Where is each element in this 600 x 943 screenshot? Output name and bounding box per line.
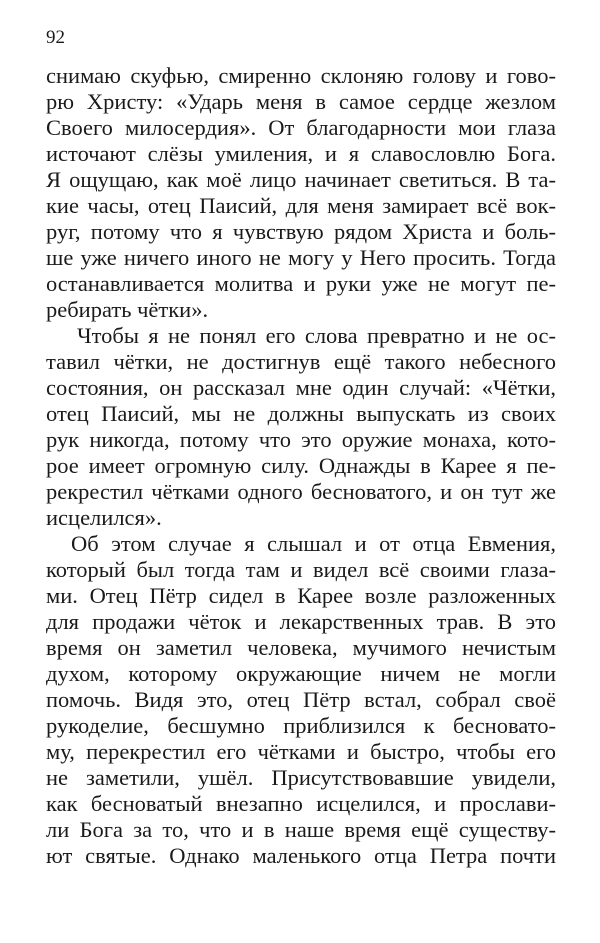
text-line: руг, потому что я чувствую рядом Христа и боль- <box>46 219 556 244</box>
text-line: рукоделие, бесшумно приблизился к бесновато- <box>46 713 556 738</box>
text-line: ли Бога за то, что и в наше время ещё существу- <box>46 817 556 842</box>
text-line: кие часы, отец Паисий, для меня замирает всё вок- <box>46 193 556 218</box>
text-line: источают слёзы умиления, и я славословлю Бога. <box>46 141 556 166</box>
text-line: тавил чётки, не достигнув ещё такого небесного <box>46 349 556 374</box>
text-line: время он заметил человека, мучимого нечистым <box>46 635 556 660</box>
text-line: как бесноватый внезапно исцелился, и прослави- <box>46 791 556 816</box>
text-line: который был тогда там и видел всё своими глаза- <box>46 557 556 582</box>
text-line: Я ощущаю, как моё лицо начинает светиться. В та- <box>46 167 556 192</box>
text-line: рекрестил чётками одного бесноватого, и он тут же <box>46 479 556 504</box>
page-number: 92 <box>46 27 65 48</box>
text-line: Об этом случае я слышал и от отца Евмения, <box>71 531 556 556</box>
text-line: ми. Отец Пётр сидел в Карее возле разложенных <box>46 583 556 608</box>
text-line: для продажи чёток и лекарственных трав. В это <box>46 609 556 634</box>
text-line: снимаю скуфью, смиренно склоняю голову и гово- <box>46 63 556 88</box>
text-line: состояния, он рассказал мне один случай: «Чётки, <box>46 375 556 400</box>
text-line: рук никогда, потому что это оружие монаха, кото- <box>46 427 556 452</box>
text-line: исцелился». <box>46 505 162 530</box>
text-line: ют святые. Однако маленького отца Петра почти <box>46 843 556 868</box>
text-line: му, перекрестил его чётками и быстро, чтобы его <box>46 739 556 764</box>
body-text <box>46 63 556 869</box>
text-line: помочь. Видя это, отец Пётр встал, собрал своё <box>46 687 556 712</box>
text-line: останавливается молитва и руки уже не могут пе- <box>46 271 556 296</box>
text-line: отец Паисий, мы не должны выпускать из своих <box>46 401 556 426</box>
text-line: Чтобы я не понял его слова превратно и не ос- <box>77 323 556 348</box>
text-line: духом, которому окружающие ничем не могли <box>46 661 556 686</box>
text-line: Своего милосердия». От благодарности мои глаза <box>46 115 556 140</box>
text-line: ребирать чётки». <box>46 297 209 322</box>
text-line: ше уже ничего иного не могу у Него просить. Тогда <box>46 245 556 270</box>
text-line: рое имеет огромную силу. Однажды в Карее я пе- <box>46 453 556 478</box>
text-line: рю Христу: «Ударь меня в самое сердце жезлом <box>46 89 556 114</box>
text-line: не заметили, ушёл. Присутствовавшие увидели, <box>46 765 556 790</box>
